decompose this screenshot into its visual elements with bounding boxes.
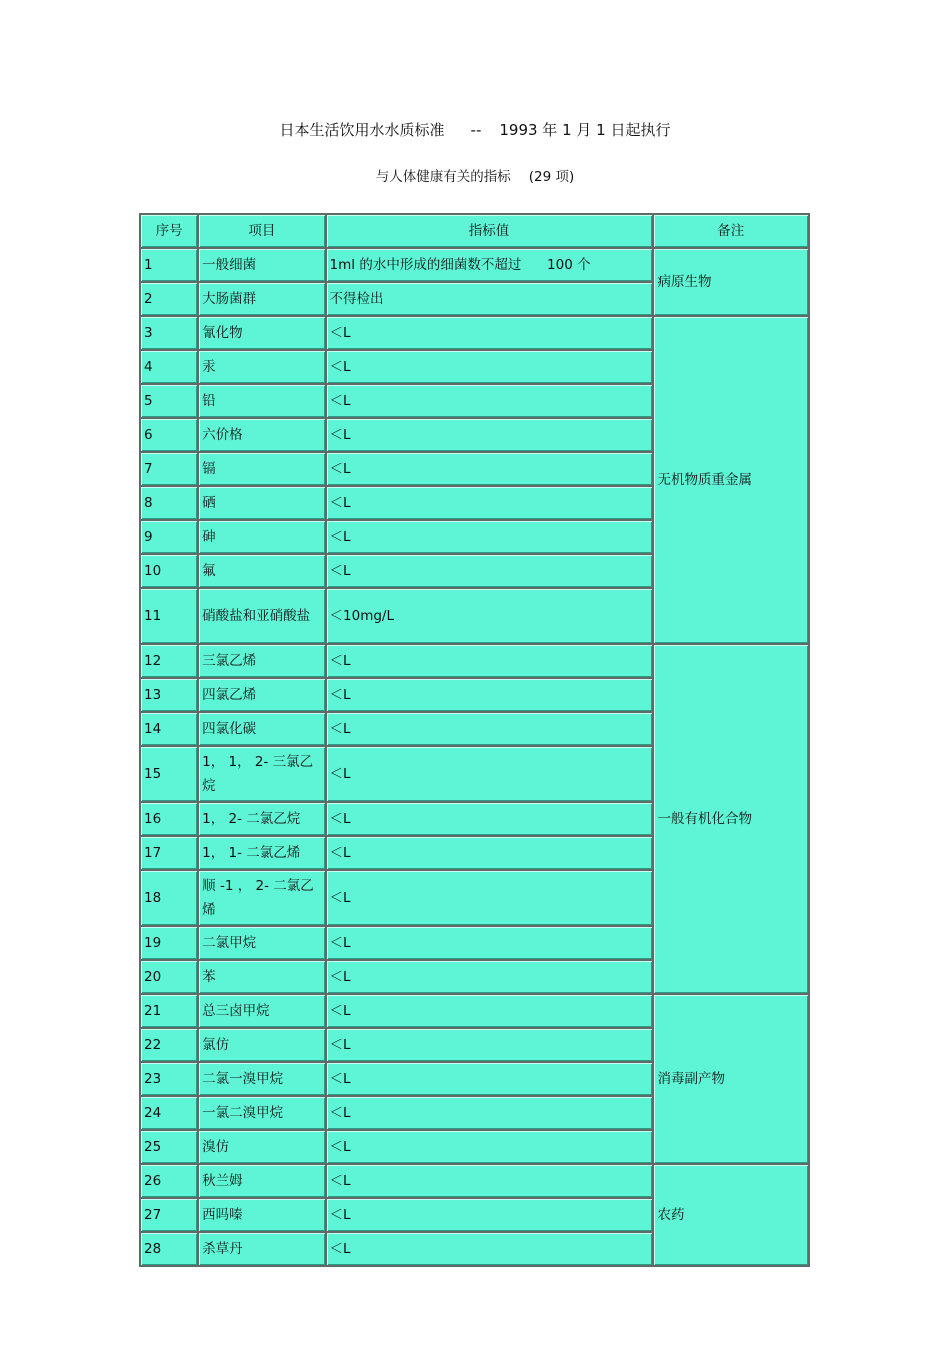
row-value: ＜L <box>327 747 652 801</box>
row-item: 大肠菌群 <box>199 283 324 315</box>
row-item: 三氯乙烯 <box>199 645 324 677</box>
title-date: 1993 年 1 月 1 日起执行 <box>499 121 671 139</box>
row-value: ＜L <box>327 995 652 1027</box>
row-item: 硒 <box>199 487 324 519</box>
row-no: 25 <box>141 1131 197 1163</box>
row-no: 17 <box>141 837 197 869</box>
row-no: 22 <box>141 1029 197 1061</box>
row-no: 28 <box>141 1233 197 1265</box>
header-item: 项目 <box>199 215 324 247</box>
row-no: 20 <box>141 961 197 993</box>
standards-table <box>139 213 810 1267</box>
row-item: 六价格 <box>199 419 324 451</box>
row-no: 10 <box>141 555 197 587</box>
row-value: ＜L <box>327 351 652 383</box>
header-no: 序号 <box>141 215 197 247</box>
row-item: 镉 <box>199 453 324 485</box>
subtitle-count: (29 项) <box>528 169 575 185</box>
row-note: 消毒副产物 <box>654 995 809 1163</box>
table-row <box>141 1165 808 1197</box>
row-no: 18 <box>141 871 197 925</box>
row-item: 氯仿 <box>199 1029 324 1061</box>
row-no: 7 <box>141 453 197 485</box>
row-item: 一氯二溴甲烷 <box>199 1097 324 1129</box>
row-no: 27 <box>141 1199 197 1231</box>
row-value: ＜L <box>327 317 652 349</box>
row-value: ＜L <box>327 645 652 677</box>
row-value: ＜L <box>327 1199 652 1231</box>
row-item: 一般细菌 <box>199 249 324 281</box>
row-note: 病原生物 <box>654 249 809 315</box>
row-value: ＜L <box>327 1131 652 1163</box>
row-item: 二氯甲烷 <box>199 927 324 959</box>
row-value: ＜L <box>327 871 652 925</box>
row-no: 4 <box>141 351 197 383</box>
row-no: 9 <box>141 521 197 553</box>
row-item: 四氯乙烯 <box>199 679 324 711</box>
row-value: ＜L <box>327 679 652 711</box>
table-row <box>141 249 808 281</box>
row-item: 溴仿 <box>199 1131 324 1163</box>
row-value: 不得检出 <box>327 283 652 315</box>
table-row <box>141 317 808 349</box>
row-no: 8 <box>141 487 197 519</box>
row-no: 3 <box>141 317 197 349</box>
row-no: 12 <box>141 645 197 677</box>
row-item: 铅 <box>199 385 324 417</box>
row-item: 西吗嗪 <box>199 1199 324 1231</box>
row-item: 苯 <box>199 961 324 993</box>
row-value: ＜L <box>327 803 652 835</box>
row-no: 5 <box>141 385 197 417</box>
row-value: 1ml 的水中形成的细菌数不超过 100 个 <box>327 249 652 281</box>
title-main: 日本生活饮用水水质标准 <box>279 121 445 139</box>
row-value: ＜10mg/L <box>327 589 652 643</box>
row-value: ＜L <box>327 1029 652 1061</box>
row-no: 13 <box>141 679 197 711</box>
row-item: 1， 1- 二氯乙烯 <box>199 837 324 869</box>
row-value: ＜L <box>327 1097 652 1129</box>
row-value: ＜L <box>327 521 652 553</box>
subtitle-text: 与人体健康有关的指标 <box>375 169 511 185</box>
row-no: 14 <box>141 713 197 745</box>
row-item: 秋兰姆 <box>199 1165 324 1197</box>
row-no: 21 <box>141 995 197 1027</box>
row-item: 顺 -1 ， 2- 二氯乙烯 <box>199 871 324 925</box>
row-value: ＜L <box>327 555 652 587</box>
row-value: ＜L <box>327 1063 652 1095</box>
row-value: ＜L <box>327 487 652 519</box>
row-no: 16 <box>141 803 197 835</box>
row-item: 氟 <box>199 555 324 587</box>
row-value: ＜L <box>327 1165 652 1197</box>
row-no: 26 <box>141 1165 197 1197</box>
row-item: 总三卤甲烷 <box>199 995 324 1027</box>
row-item: 1， 2- 二氯乙烷 <box>199 803 324 835</box>
row-value: ＜L <box>327 1233 652 1265</box>
row-item: 砷 <box>199 521 324 553</box>
header-note: 备注 <box>654 215 809 247</box>
row-no: 23 <box>141 1063 197 1095</box>
row-value: ＜L <box>327 419 652 451</box>
row-value: ＜L <box>327 385 652 417</box>
row-no: 15 <box>141 747 197 801</box>
row-value: ＜L <box>327 713 652 745</box>
row-value: ＜L <box>327 453 652 485</box>
row-item: 杀草丹 <box>199 1233 324 1265</box>
row-note: 一般有机化合物 <box>654 645 809 993</box>
page-title <box>0 120 950 140</box>
row-value: ＜L <box>327 837 652 869</box>
row-item: 四氯化碳 <box>199 713 324 745</box>
row-no: 24 <box>141 1097 197 1129</box>
row-item: 硝酸盐和亚硝酸盐 <box>199 589 324 643</box>
table-row <box>141 995 808 1027</box>
header-value: 指标值 <box>327 215 652 247</box>
row-item: 氰化物 <box>199 317 324 349</box>
row-value: ＜L <box>327 961 652 993</box>
row-item: 二氯一溴甲烷 <box>199 1063 324 1095</box>
table-row <box>141 645 808 677</box>
row-note: 农药 <box>654 1165 809 1265</box>
row-item: 汞 <box>199 351 324 383</box>
page-subtitle <box>0 167 950 187</box>
table-header-row <box>141 215 808 247</box>
row-value: ＜L <box>327 927 652 959</box>
row-no: 11 <box>141 589 197 643</box>
row-item: 1， 1， 2- 三氯乙烷 <box>199 747 324 801</box>
row-note: 无机物质重金属 <box>654 317 809 643</box>
row-no: 6 <box>141 419 197 451</box>
title-separator: -- <box>470 121 482 139</box>
row-no: 1 <box>141 249 197 281</box>
row-no: 2 <box>141 283 197 315</box>
row-no: 19 <box>141 927 197 959</box>
